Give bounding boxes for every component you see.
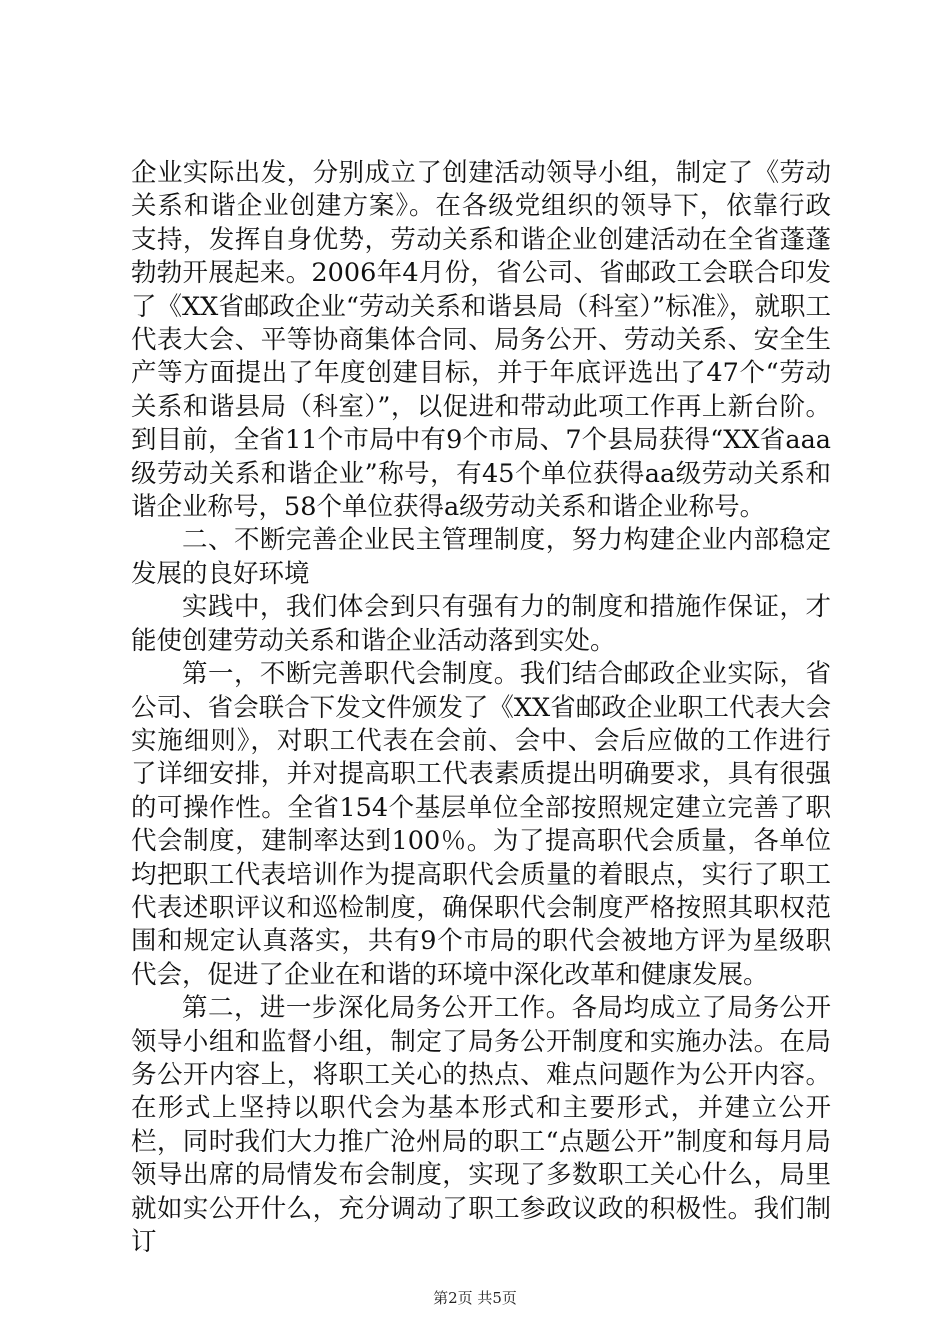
paragraph-practice: 实践中，我们体会到只有强有力的制度和措施作保证，才能使创建劳动关系和谐企业活动落到实处。: [131, 592, 831, 656]
section-heading-two: 二、不断完善企业民主管理制度，努力构建企业内部稳定发展的良好环境: [131, 525, 831, 589]
paragraph-intro-continuation: 企业实际出发，分别成立了创建活动领导小组，制定了《劳动关系和谐企业创建方案》。在各级党组织的领导下，依靠行政支持，发挥自身优势，劳动关系和谐企业创建活动在全省蓬蓬勃勃开展起来。2006年4月份，省公司、省邮政工会联合印发了《XX省邮政企业“劳动关系和谐县局（科室）”标准》，就职工代表大会、平等协商集体合同、局务公开、劳动关系、安全生产等方面提出了年度创建目标，并于年底评选出了47个“劳动关系和谐县局（科室）”，以促进和带动此项工作再上新台阶。到目前，全省11个市局中有9个市局、7个县局获得“XX省aaa级劳动关系和谐企业”称号，有45个单位获得aa级劳动关系和谐企业称号，58个单位获得a级劳动关系和谐企业称号。: [131, 158, 831, 523]
document-body: [131, 157, 831, 1259]
paragraph-second-point: 第二，进一步深化局务公开工作。各局均成立了局务公开领导小组和监督小组，制定了局务公开制度和实施办法。在局务公开内容上，将职工关心的热点、难点问题作为公开内容。在形式上坚持以职代会为基本形式和主要形式，并建立公开栏，同时我们大力推广沧州局的职工“点题公开”制度和每月局领导出席的局情发布会制度，实现了多数职工关心什么，局里就如实公开什么，充分调动了职工参政议政的积极性。我们制订: [131, 993, 831, 1257]
paragraph-first-point: 第一，不断完善职代会制度。我们结合邮政企业实际，省公司、省会联合下发文件颁发了《XX省邮政企业职工代表大会实施细则》，对职工代表在会前、会中、会后应做的工作进行了详细安排，并对提高职工代表素质提出明确要求，具有很强的可操作性。全省154个基层单位全部按照规定建立完善了职代会制度，建制率达到100％。为了提高职代会质量，各单位均把职工代表培训作为提高职代会质量的着眼点，实行了职工代表述职评议和巡检制度，确保职代会制度严格按照其职权范围和规定认真落实，共有9个市局的职代会被地方评为星级职代会，促进了企业在和谐的环境中深化改革和健康发展。: [131, 659, 831, 990]
page-number-footer: 第2页 共5页: [433, 1289, 517, 1307]
